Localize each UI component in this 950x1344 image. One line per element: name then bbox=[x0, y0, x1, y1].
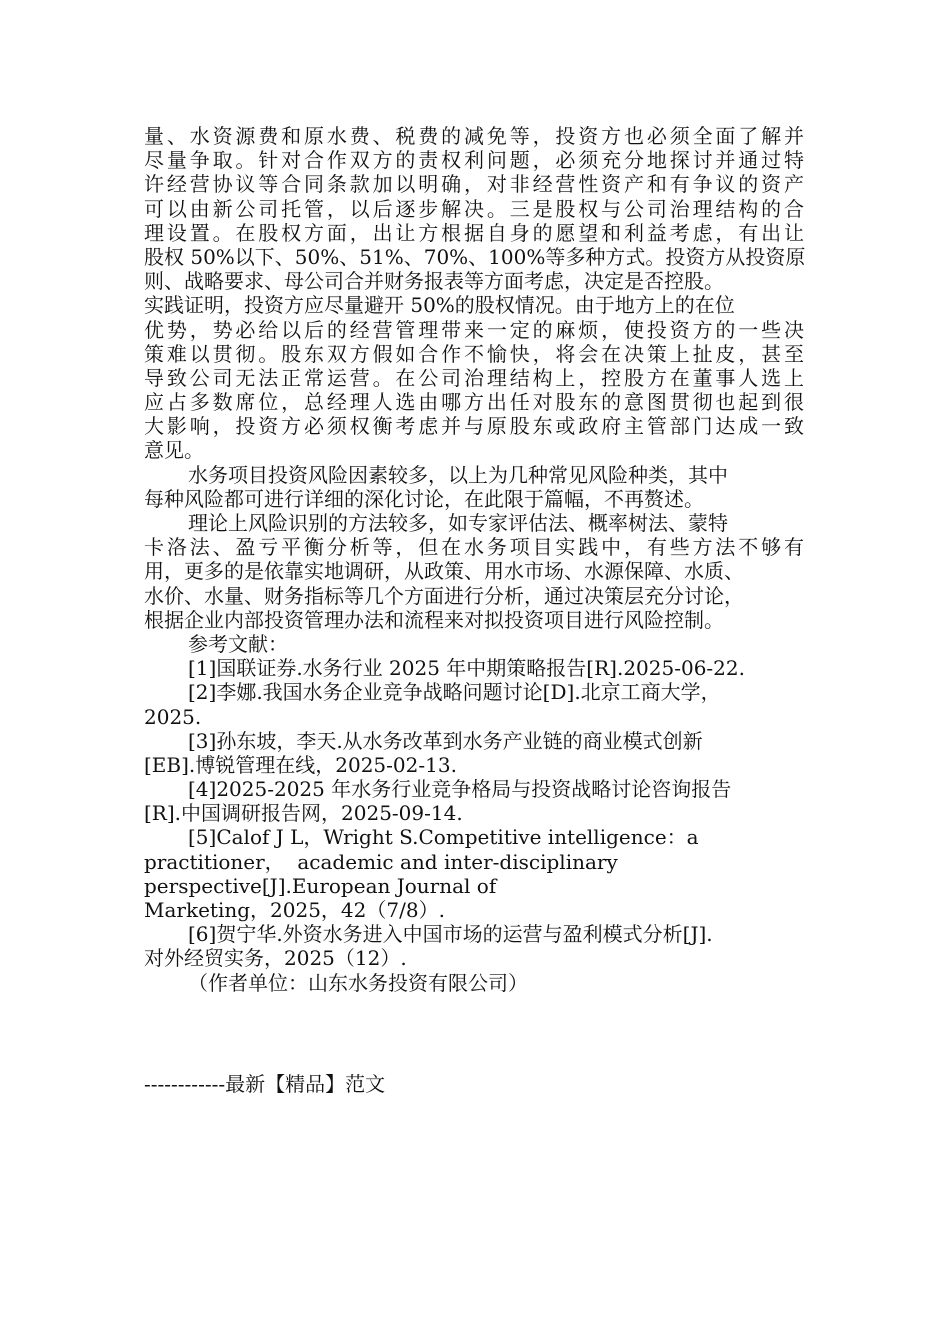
text-line: 则、战略要求、母公司合并财务报表等方面考虑，决定是否控股。 bbox=[144, 269, 724, 294]
reference-item: [6]贺宁华.外资水务进入中国市场的运营与盈利模式分析[J]. bbox=[188, 922, 713, 947]
author-affiliation: （作者单位：山东水务投资有限公司） bbox=[188, 970, 528, 995]
reference-item: [5]Calof J L，Wright S.Competitive intelligence：a bbox=[188, 825, 699, 850]
reference-continuation: perspective[J].European Journal of bbox=[144, 873, 497, 898]
reference-item: [4]2025-2025 年水务行业竞争格局与投资战略讨论咨询报告 bbox=[188, 777, 732, 802]
text-line: 策难以贯彻。股东双方假如合作不愉快，将会在决策上扯皮，甚至 bbox=[144, 341, 804, 366]
text-line: 水价、水量、财务指标等几个方面进行分析，通过决策层充分讨论， bbox=[144, 583, 744, 608]
text-line: 量、水资源费和原水费、税费的减免等，投资方也必须全面了解并 bbox=[144, 124, 804, 148]
paragraph-start-line: 水务项目投资风险因素较多，以上为几种常见风险种类，其中 bbox=[188, 462, 728, 487]
text-line: 尽量争取。针对合作双方的责权利问题，必须充分地探讨并通过特 bbox=[144, 148, 804, 173]
reference-continuation: Marketing，2025，42（7/8）. bbox=[144, 898, 445, 922]
text-line: 意见。 bbox=[144, 438, 204, 463]
text-line: 许经营协议等合同条款加以明确，对非经营性资产和有争议的资产 bbox=[144, 172, 804, 197]
text-line: 用，更多的是依靠实地调研，从政策、用水市场、水源保障、水质、 bbox=[144, 559, 744, 584]
paragraph-start-line: 理论上风险识别的方法较多，如专家评估法、概率树法、蒙特 bbox=[188, 511, 728, 535]
references-heading: 参考文献： bbox=[188, 631, 288, 656]
text-line: 可以由新公司托管，以后逐步解决。三是股权与公司治理结构的合 bbox=[144, 196, 804, 221]
text-line: 实践证明，投资方应尽量避开 50%的股权情况。由于地方上的在位 bbox=[144, 293, 735, 318]
reference-continuation: practitioner， academic and inter-disciplinary bbox=[144, 849, 618, 874]
reference-item: [3]孙东坡，李天.从水务改革到水务产业链的商业模式创新 bbox=[188, 728, 703, 753]
text-line: 应占多数席位，总经理人选由哪方出任对股东的意图贯彻也起到很 bbox=[144, 390, 804, 415]
footer-banner: ------------最新【精品】范文 bbox=[144, 1072, 386, 1096]
reference-item: [2]李娜.我国水务企业竞争战略问题讨论[D].北京工商大学， bbox=[188, 680, 721, 705]
reference-item: [1]国联证券.水务行业 2025 年中期策略报告[R].2025-06-22. bbox=[188, 656, 745, 681]
document-body bbox=[144, 124, 804, 995]
reference-continuation: 对外经贸实务，2025（12）. bbox=[144, 946, 407, 971]
text-line: 理设置。在股权方面，出让方根据自身的愿望和利益考虑，有出让 bbox=[144, 220, 804, 245]
text-line: 股权 50%以下、50%、51%、70%、100%等多种方式。投资方从投资原 bbox=[144, 244, 806, 269]
text-line: 卡洛法、盈亏平衡分析等，但在水务项目实践中，有些方法不够有 bbox=[144, 535, 804, 560]
text-line: 每种风险都可进行详细的深化讨论，在此限于篇幅，不再赘述。 bbox=[144, 486, 704, 511]
text-line: 根据企业内部投资管理办法和流程来对拟投资项目进行风险控制。 bbox=[144, 607, 724, 632]
text-line: 优势，势必给以后的经营管理带来一定的麻烦，使投资方的一些决 bbox=[144, 317, 804, 342]
reference-continuation: 2025. bbox=[144, 704, 202, 729]
text-line: 大影响，投资方必须权衡考虑并与原股东或政府主管部门达成一致 bbox=[144, 414, 804, 439]
text-line: 导致公司无法正常运营。在公司治理结构上，控股方在董事人选上 bbox=[144, 365, 804, 390]
reference-continuation: [R].中国调研报告网，2025-09-14. bbox=[144, 801, 463, 826]
reference-continuation: [EB].博锐管理在线，2025-02-13. bbox=[144, 752, 457, 777]
